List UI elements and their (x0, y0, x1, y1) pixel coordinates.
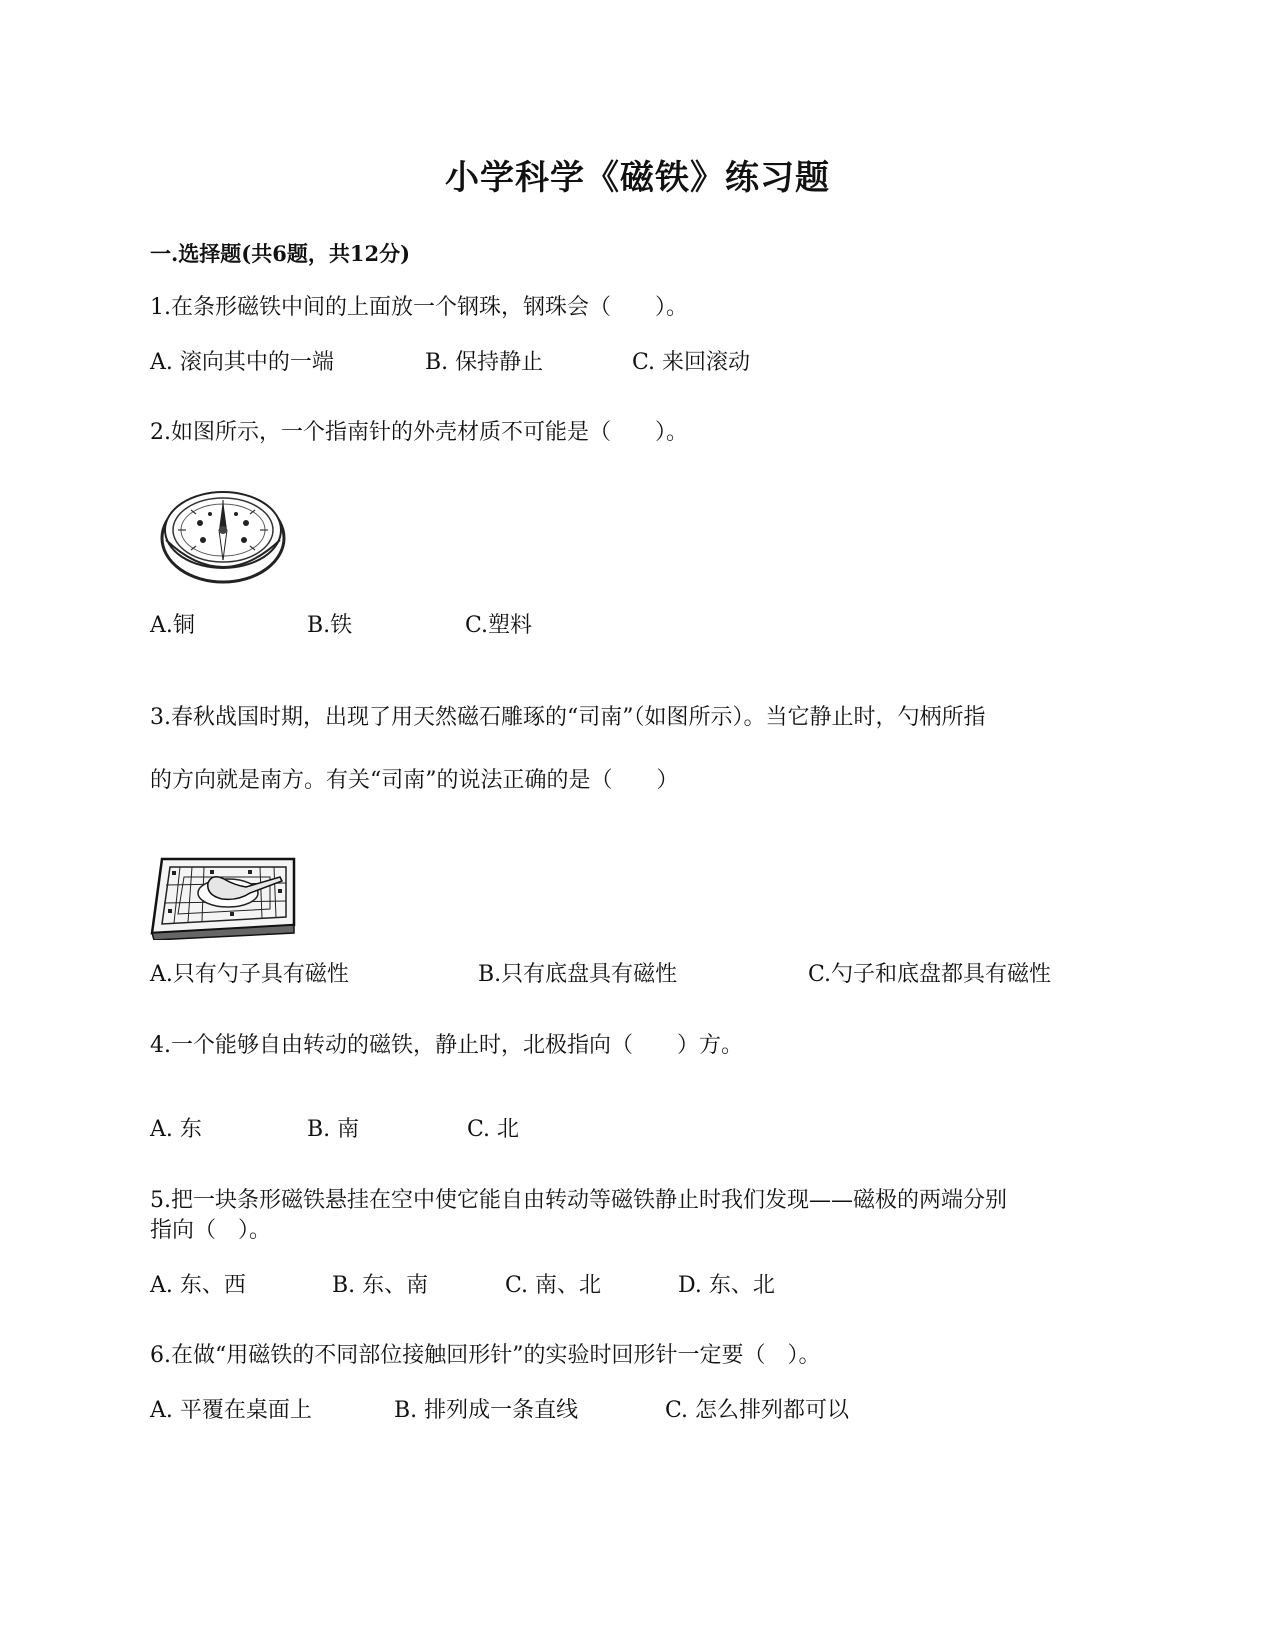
question-1-option-c: C. 来回滚动 (632, 350, 751, 375)
question-3-option-c: C.勺子和底盘都具有磁性 (808, 962, 1052, 987)
question-5-option-b: B. 东、南 (332, 1273, 429, 1298)
question-5-stem-line-2: 指向（ ）。 (150, 1218, 272, 1243)
question-5-option-d: D. 东、北 (678, 1273, 775, 1298)
question-4-option-b: B. 南 (307, 1117, 360, 1142)
question-2-option-c: C.塑料 (465, 613, 533, 638)
compass-image (158, 478, 288, 588)
question-3-option-a: A.只有勺子具有磁性 (150, 962, 349, 987)
question-4-stem: 4.一个能够自由转动的磁铁，静止时，北极指向（ ）方。 (150, 1033, 743, 1058)
question-2-stem: 2.如图所示，一个指南针的外壳材质不可能是（ ）。 (150, 420, 688, 445)
question-4-option-c: C. 北 (467, 1117, 520, 1142)
section-heading: 一.选择题(共6题，共12分) (150, 241, 411, 266)
question-3-option-b: B.只有底盘具有磁性 (478, 962, 678, 987)
sinan-image (150, 855, 300, 940)
question-3-stem-line-2: 的方向就是南方。有关“司南”的说法正确的是（ ） (150, 768, 679, 793)
question-6-stem: 6.在做“用磁铁的不同部位接触回形针”的实验时回形针一定要（ ）。 (150, 1343, 821, 1368)
question-6-option-a: A. 平覆在桌面上 (150, 1398, 312, 1423)
question-1-stem: 1.在条形磁铁中间的上面放一个钢珠，钢珠会（ ）。 (150, 295, 688, 320)
question-3-stem-line-1: 3.春秋战国时期，出现了用天然磁石雕琢的“司南”（如图所示）。当它静止时，勺柄所指 (150, 705, 986, 730)
question-4-option-a: A. 东 (150, 1117, 202, 1142)
question-6-option-c: C. 怎么排列都可以 (665, 1398, 850, 1423)
question-6-option-b: B. 排列成一条直线 (394, 1398, 579, 1423)
question-1-option-a: A. 滚向其中的一端 (150, 350, 334, 375)
page-title: 小学科学《磁铁》练习题 (445, 158, 830, 198)
question-5-option-c: C. 南、北 (505, 1273, 602, 1298)
question-2-option-b: B.铁 (307, 613, 353, 638)
question-2-option-a: A.铜 (150, 613, 195, 638)
question-1-option-b: B. 保持静止 (425, 350, 544, 375)
question-5-stem-line-1: 5.把一块条形磁铁悬挂在空中使它能自由转动等磁铁静止时我们发现——磁极的两端分别 (150, 1188, 1007, 1213)
question-5-option-a: A. 东、西 (150, 1273, 246, 1298)
